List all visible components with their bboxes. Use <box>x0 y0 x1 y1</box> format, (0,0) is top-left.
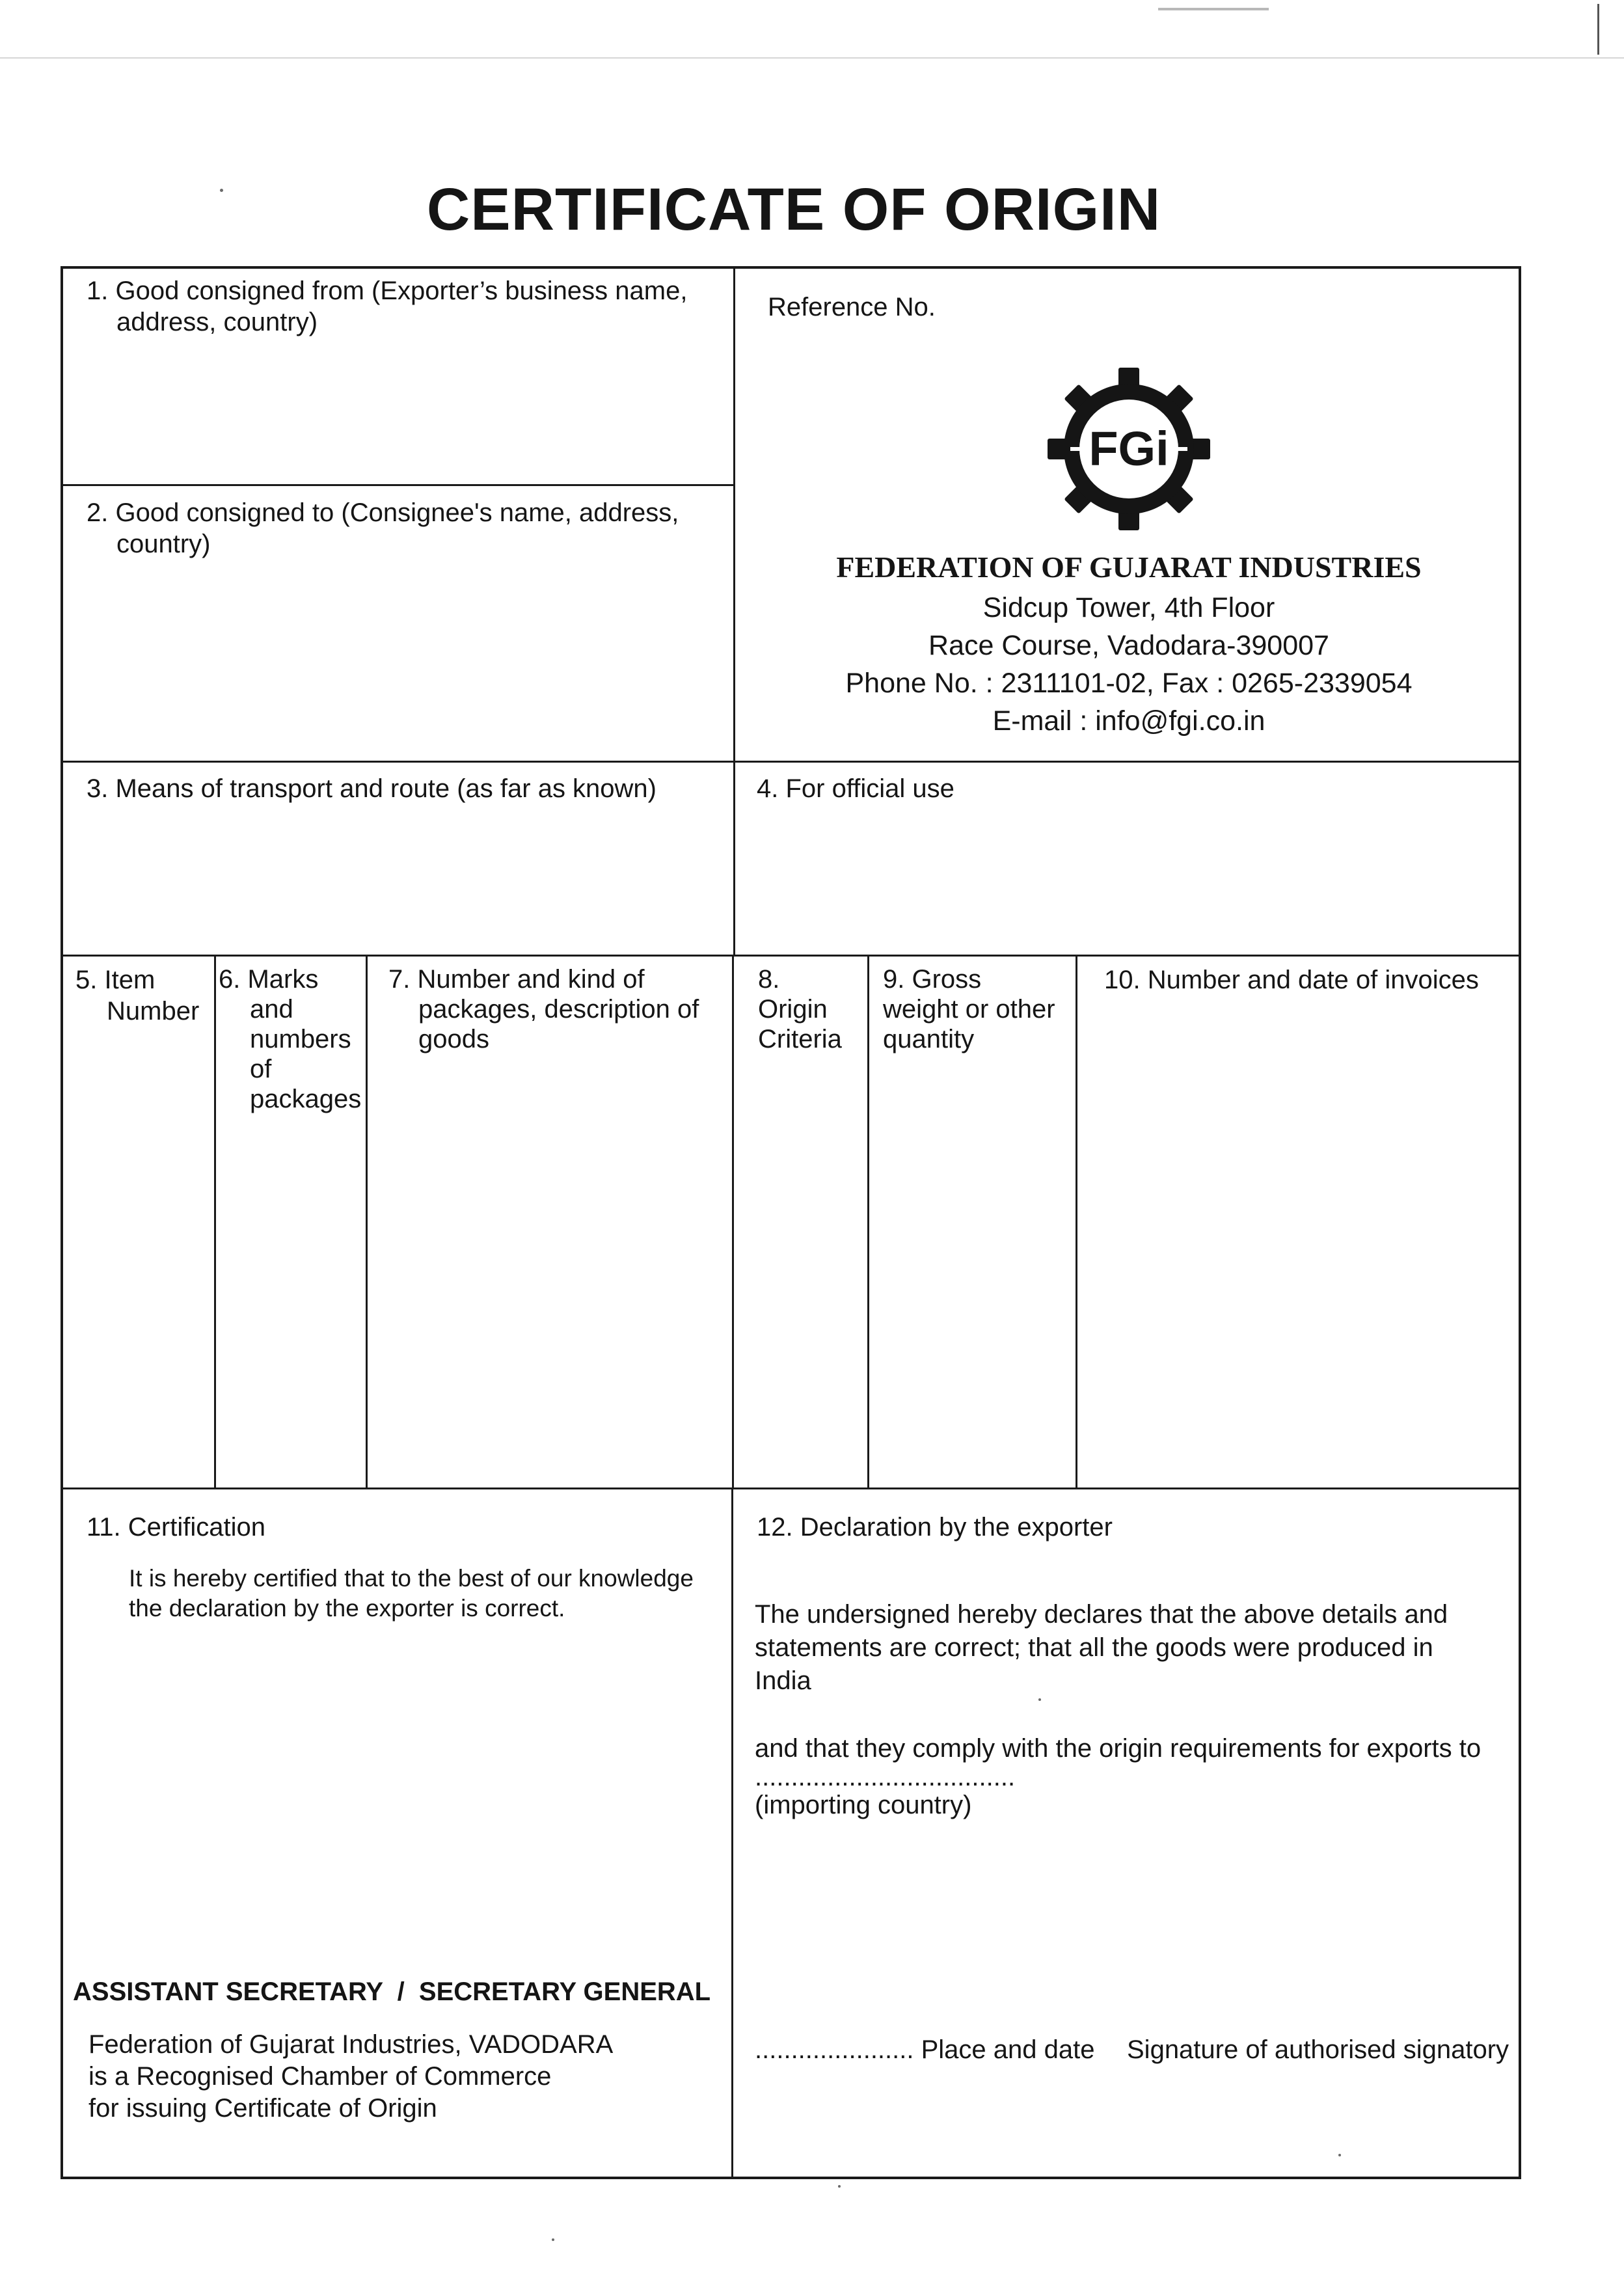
col6-header <box>219 964 361 1114</box>
issuer-address <box>742 589 1516 740</box>
col-divider-5-6 <box>214 955 216 1489</box>
col6-header-line2: and <box>250 995 293 1024</box>
logo-text: FGi <box>1089 422 1169 476</box>
box1-label-line2: address, country) <box>116 308 318 336</box>
certification-footer-line3: for issuing Certificate of Origin <box>88 2094 437 2123</box>
signature-label: Signature of authorised signatory <box>1127 2035 1509 2064</box>
declaration-heading: 12. Declaration by the exporter <box>757 1513 1113 1542</box>
document-title: CERTIFICATE OF ORIGIN <box>426 176 1161 243</box>
box2-label-line1: 2. Good consigned to (Consignee's name, address, <box>87 498 679 527</box>
declaration-text-line1: The undersigned hereby declares that the above details and <box>755 1600 1448 1629</box>
col10-header-line1: 10. Number and date of invoices <box>1104 966 1479 994</box>
col-divider-6-7 <box>366 955 368 1489</box>
issuer-name: FEDERATION OF GUJARAT INDUSTRIES <box>836 550 1422 584</box>
col-divider-8-9 <box>867 955 869 1489</box>
fgi-logo <box>1041 361 1217 537</box>
certification-footer <box>88 2029 613 2125</box>
col6-header-line4: of <box>250 1055 272 1083</box>
col9-header-line1: 9. Gross <box>883 965 982 994</box>
declaration-text <box>755 1598 1448 1698</box>
col7-header-line1: 7. Number and kind of <box>388 965 645 994</box>
certification-text <box>129 1564 694 1623</box>
col9-header-line3: quantity <box>883 1025 975 1053</box>
certification-text-line2: the declaration by the exporter is correct. <box>129 1595 565 1622</box>
certification-heading: 11. Certification <box>87 1513 265 1542</box>
box2-label-line2: country) <box>116 530 211 558</box>
speck <box>838 2185 841 2188</box>
col8-header-line3: Criteria <box>758 1025 842 1053</box>
declaration-origin <box>755 1732 1481 1822</box>
col6-header-line1: 6. Marks <box>219 965 319 994</box>
box4-label: 4. For official use <box>757 774 954 803</box>
declaration-text-line2: statements are correct; that all the goods were produced in <box>755 1633 1433 1662</box>
speck <box>552 2238 554 2241</box>
col6-header-line5: packages <box>250 1085 362 1113</box>
divider-center-bottom <box>731 1489 733 2179</box>
certification-footer-line2: is a Recognised Chamber of Commerce <box>88 2062 552 2091</box>
importing-country-label: (importing country) <box>755 1791 972 1819</box>
importing-country-dots: .................................... <box>755 1763 1016 1791</box>
box1-label-line1: 1. Good consigned from (Exporter’s business name, <box>87 277 688 305</box>
reference-label: Reference No. <box>768 293 936 321</box>
scan-mark-top-right <box>1158 8 1269 10</box>
divider-row1 <box>61 761 1521 763</box>
col8-header-line2: Origin <box>758 995 828 1024</box>
declaration-text-line4: and that they comply with the origin requirements for exports to <box>755 1734 1482 1763</box>
certification-text-line1: It is hereby certified that to the best of our knowledge <box>129 1565 694 1592</box>
col8-header <box>758 964 842 1054</box>
speck <box>1338 2154 1341 2156</box>
col6-header-line3: numbers <box>250 1025 351 1053</box>
declaration-text-line3: India <box>755 1666 811 1695</box>
box3-label: 3. Means of transport and route (as far as known) <box>87 774 656 803</box>
issuer-email: E-mail : info@fgi.co.in <box>992 705 1265 737</box>
col-divider-9-10 <box>1076 955 1077 1489</box>
certification-footer-line1: Federation of Gujarat Industries, VADODARA <box>88 2030 614 2059</box>
speck <box>220 189 223 192</box>
box2-label <box>87 497 679 560</box>
col10-header <box>1104 964 1479 996</box>
col5-header-line1: 5. Item <box>75 966 156 994</box>
divider-center-top <box>733 266 735 957</box>
scan-mark-top <box>0 57 1624 59</box>
col7-header-line3: goods <box>418 1025 489 1053</box>
speck <box>1038 1698 1041 1701</box>
col5-header-line2: Number <box>107 997 200 1026</box>
col7-header-line2: packages, description of <box>418 995 699 1024</box>
issuer-address-line2: Race Course, Vadodara-390007 <box>928 630 1329 661</box>
divider-box1-box2 <box>61 484 735 486</box>
col5-header <box>75 964 199 1027</box>
col9-header <box>883 964 1055 1054</box>
scan-mark-corner <box>1597 4 1599 55</box>
divider-row2 <box>61 955 1521 957</box>
box1-label <box>87 275 687 338</box>
col7-header <box>388 964 699 1054</box>
col9-header-line2: weight or other <box>883 995 1055 1024</box>
place-and-date: ...................... Place and date <box>755 2035 1095 2064</box>
issuer-phone: Phone No. : 2311101-02, Fax : 0265-2339054 <box>845 668 1413 699</box>
certification-signatory: ASSISTANT SECRETARY / SECRETARY GENERAL <box>73 1977 711 2006</box>
col8-header-line1: 8. <box>758 965 780 994</box>
col-divider-7-8 <box>732 955 734 1489</box>
divider-row3 <box>61 1487 1521 1489</box>
issuer-address-line1: Sidcup Tower, 4th Floor <box>982 592 1275 623</box>
